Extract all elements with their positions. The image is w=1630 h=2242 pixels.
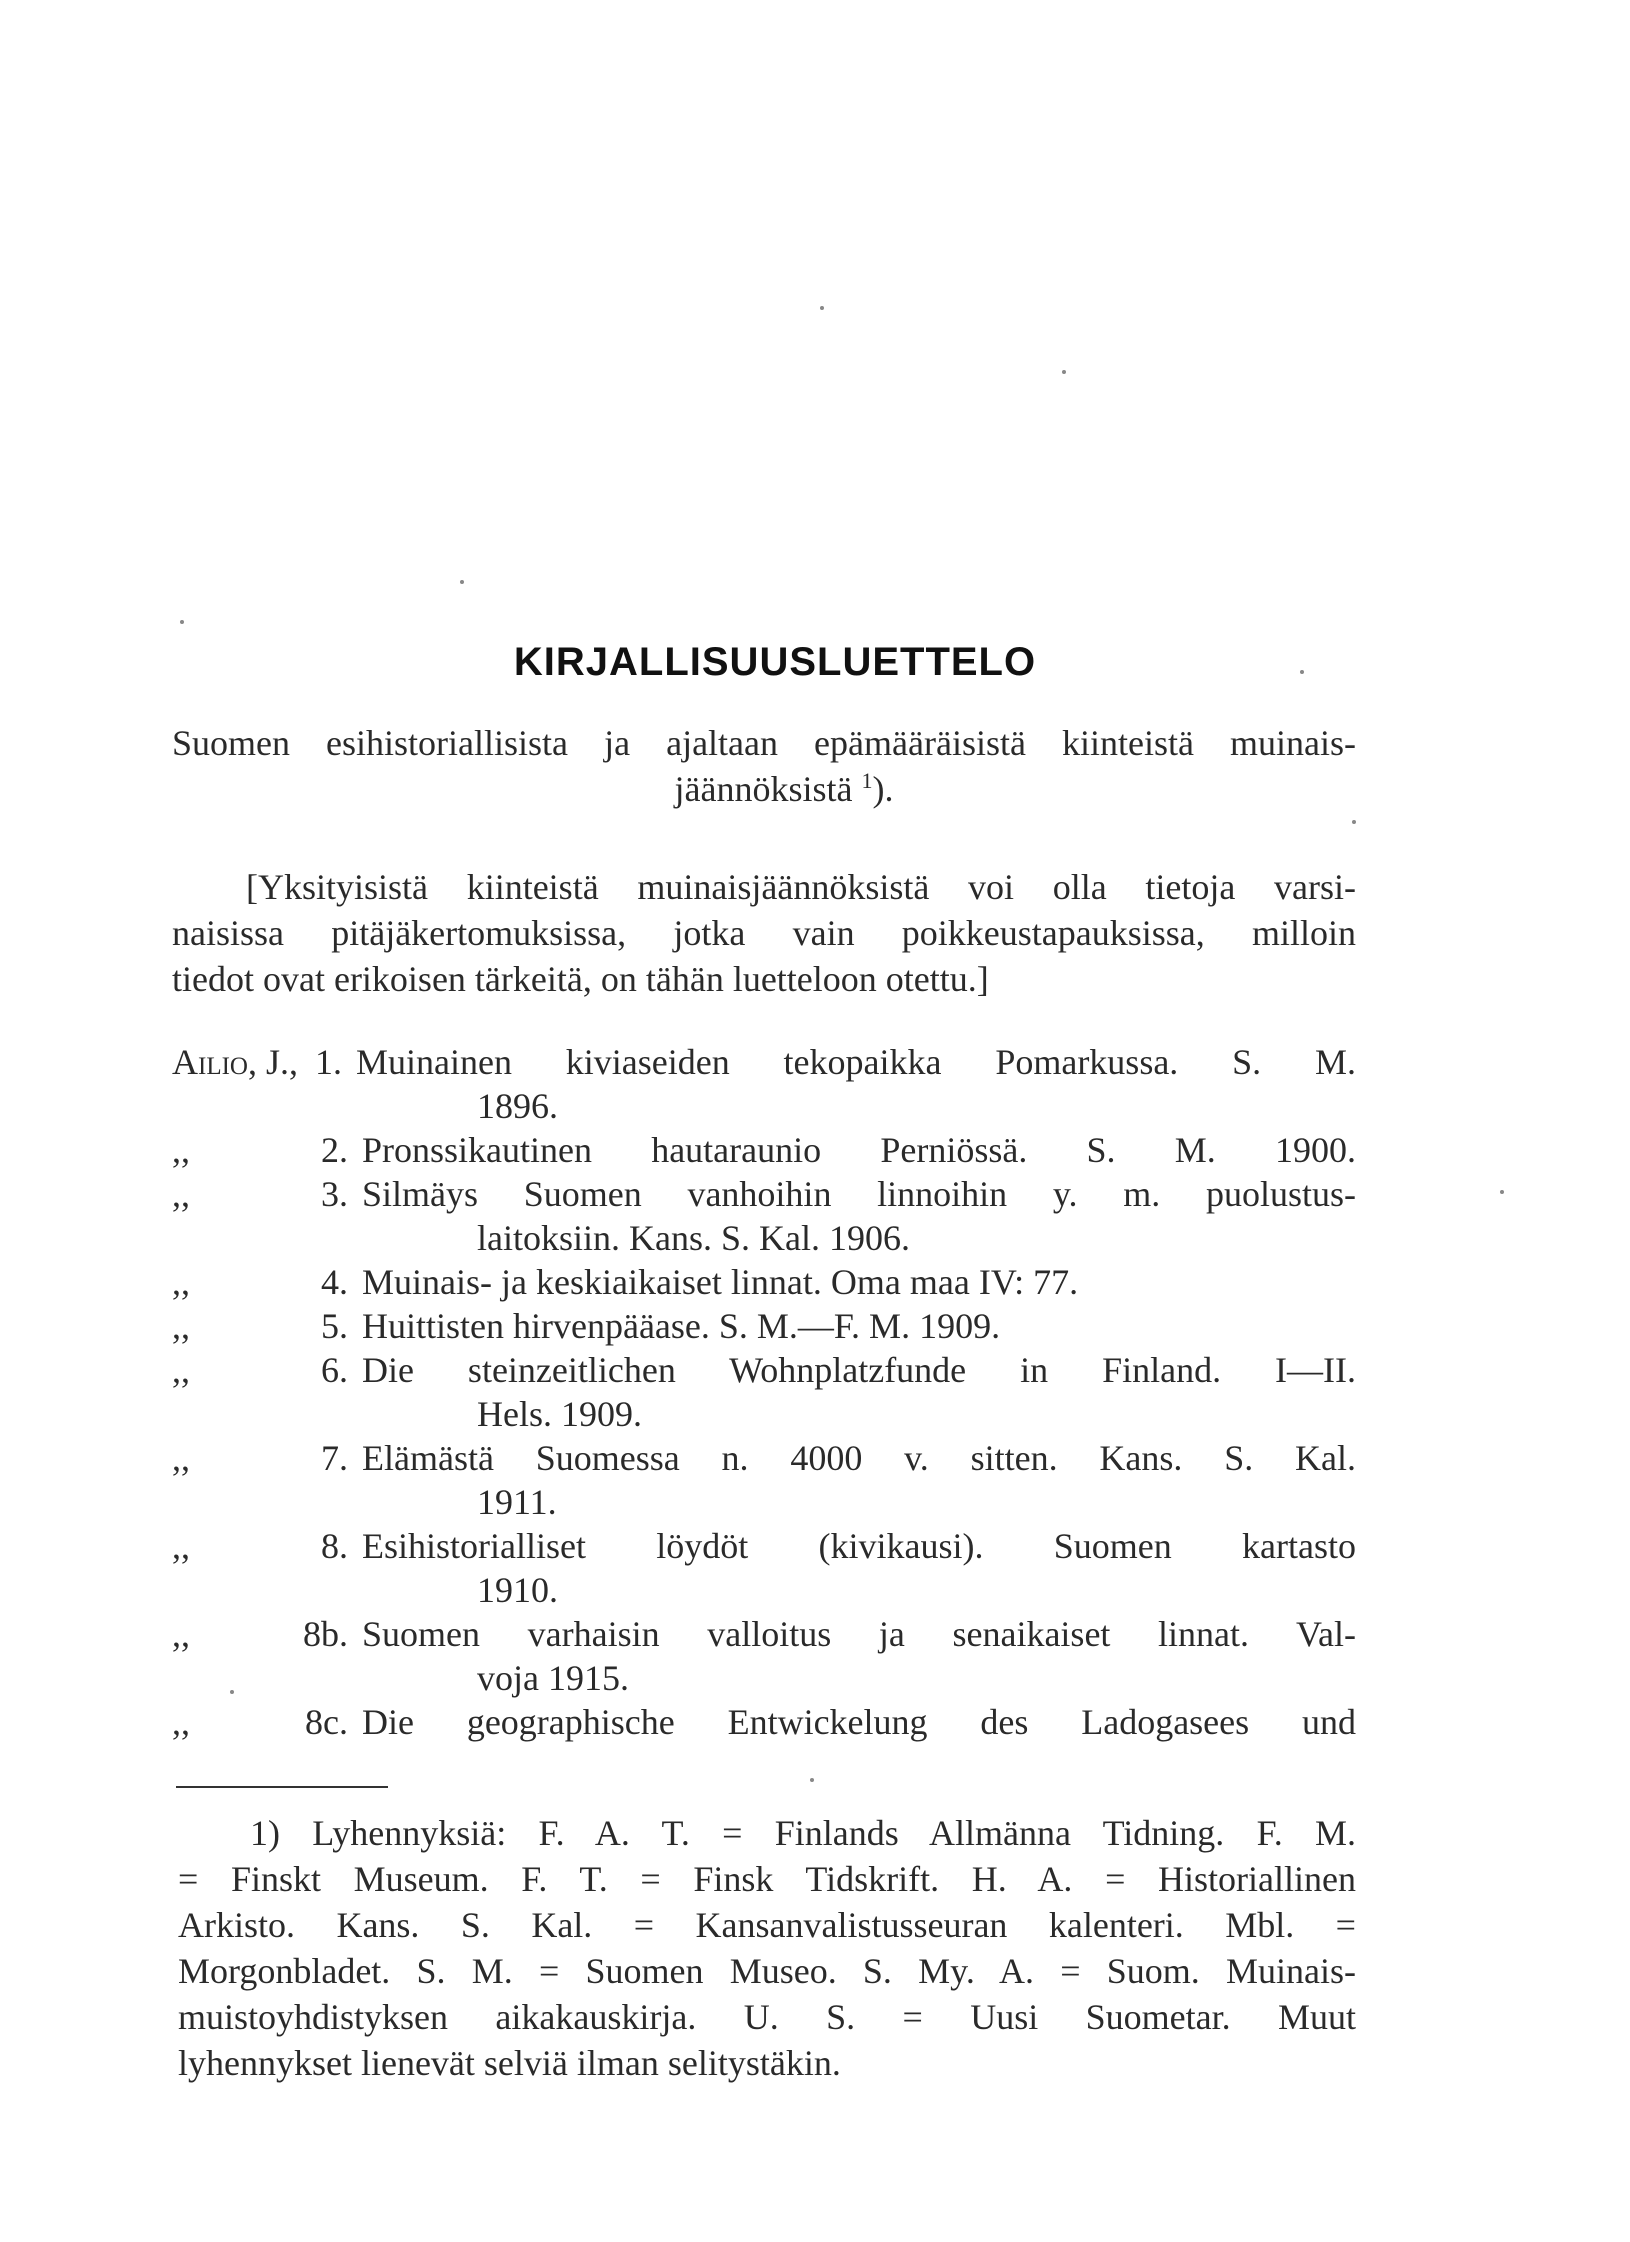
subtitle-end: ). [872,769,894,809]
bib-entry-4 [172,1260,1356,1304]
footnote-line-3: Arkisto. Kans. S. Kal. = Kansanvalistusseuran kalenteri. Mbl. = [178,1905,1356,1945]
author-name: Ailio, J., [172,1042,298,1082]
ditto-mark: ,, [172,1350,190,1390]
bibliography-list [172,1040,1356,1744]
entry-text-cont: Hels. 1909. [477,1394,642,1434]
subtitle-line-1: Suomen esihistoriallisista ja ajaltaan epämääräisistä kiinteistä muinais- [172,723,1356,763]
ditto-mark: ,, [172,1130,190,1170]
ditto-mark: ,, [172,1262,190,1302]
bib-entry-8c [172,1700,1356,1744]
intro-line-2: naisissa pitäjäkertomuksissa, jotka vain poikkeustapauksissa, milloin [172,913,1356,953]
subtitle-line-2-text: jäännöksistä [674,769,853,809]
ditto-mark: ,, [172,1702,190,1742]
entry-number: 5. [321,1306,348,1346]
bib-entry-2 [172,1128,1356,1172]
footnote-line-1: 1) Lyhennyksiä: F. A. T. = Finlands Allmänna Tidning. F. M. [250,1813,1356,1853]
bib-entry-6 [172,1348,1356,1436]
footnote [178,1810,1356,2086]
entry-text: Elämästä Suomessa n. 4000 v. sitten. Kans. S. Kal. [362,1438,1356,1478]
bib-entry-5 [172,1304,1356,1348]
entry-text: Muinais- ja keskiaikaiset linnat. Oma maa IV: 77. [362,1262,1079,1302]
bib-entry-8 [172,1524,1356,1612]
footnote-rule [176,1786,388,1788]
entry-number: 2. [321,1130,348,1170]
entry-text: Die geographische Entwickelung des Ladogasees und [362,1702,1356,1742]
intro-paragraph [172,864,1356,1002]
ditto-mark: ,, [172,1306,190,1346]
entry-number: 3. [321,1174,348,1214]
entry-number: 1. [314,1042,342,1082]
entry-text-cont: 1896. [477,1086,558,1126]
footnote-line-5: muistoyhdistyksen aikakauskirja. U. S. = Uusi Suometar. Muut [178,1997,1356,2037]
entry-number: 8b. [303,1614,348,1654]
entry-text-cont: 1911. [477,1482,557,1522]
entry-text-cont: laitoksiin. Kans. S. Kal. 1906. [477,1218,910,1258]
footnote-line-6: lyhennykset lienevät selviä ilman selitystäkin. [178,2043,841,2083]
entry-text: Die steinzeitlichen Wohnplatzfunde in Finland. I—II. [362,1350,1356,1390]
entry-number: 8c. [305,1702,348,1742]
ditto-mark: ,, [172,1526,190,1566]
bib-entry-3 [172,1172,1356,1260]
footnote-line-2: = Finskt Museum. F. T. = Finsk Tidskrift. H. A. = Historiallinen [178,1859,1356,1899]
subtitle-line-2 [172,766,1356,812]
entry-text: Pronssikautinen hautaraunio Perniössä. S. M. 1900. [362,1130,1356,1170]
entry-text: Esihistorialliset löydöt (kivikausi). Suomen kartasto [362,1526,1356,1566]
bib-entry-8b [172,1612,1356,1700]
intro-line-1: [Yksityisistä kiinteistä muinaisjäännöksistä voi olla tietoja varsi- [246,867,1356,907]
entry-text: Silmäys Suomen vanhoihin linnoihin y. m. puolustus- [362,1174,1356,1214]
footnote-line-4: Morgonbladet. S. M. = Suomen Museo. S. My. A. = Suom. Muinais- [178,1951,1356,1991]
page-title: KIRJALLISUUSLUETTELO [513,640,1037,684]
subtitle [172,720,1356,812]
bib-entry-7 [172,1436,1356,1524]
entry-text-cont: 1910. [477,1570,558,1610]
entry-number: 6. [321,1350,348,1390]
intro-line-3: tiedot ovat erikoisen tärkeitä, on tähän luetteloon otettu.] [172,959,989,999]
entry-text: Huittisten hirvenpääase. S. M.—F. M. 1909. [362,1306,1001,1346]
footnote-marker: 1 [861,768,873,793]
entry-number: 8. [321,1526,348,1566]
ditto-mark: ,, [172,1614,190,1654]
entry-text: Muinainen kiviaseiden tekopaikka Pomarkussa. S. M. [355,1042,1356,1082]
entry-number: 4. [321,1262,348,1302]
entry-number: 7. [321,1438,348,1478]
entry-text: Suomen varhaisin valloitus ja senaikaiset linnat. Val- [362,1614,1356,1654]
entry-text-cont: voja 1915. [477,1658,629,1698]
ditto-mark: ,, [172,1174,190,1214]
bib-entry-1 [172,1040,1356,1128]
ditto-mark: ,, [172,1438,190,1478]
